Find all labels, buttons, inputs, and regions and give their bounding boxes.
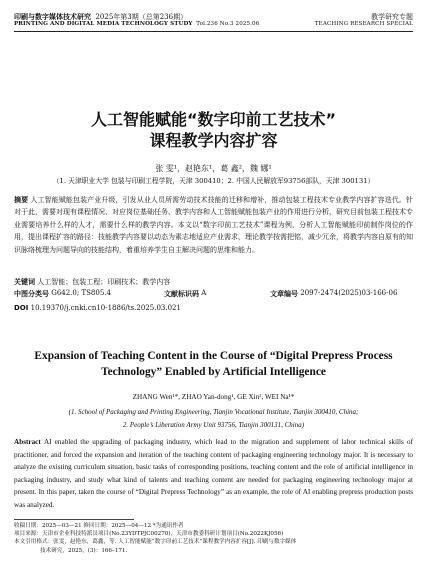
issue-cn: 2025年第3期（总第236期） (95, 13, 188, 21)
cn-keywords-text: 人工智能；包装工程；印刷技术；教学内容 (37, 278, 171, 286)
doc-code-value: A (201, 289, 207, 297)
footnote-dates: 收稿日期：2025—03—21 修回日期：2025—04—12 *为通讯作者 (14, 523, 184, 529)
clc-label: 中图分类号 (14, 290, 49, 298)
issue-en: Tol.236 No.3 2025.06 (196, 21, 260, 27)
cn-keywords-label: 关键词 (14, 278, 35, 286)
cn-title-line2: 课程教学内容扩容 (149, 131, 278, 150)
clc-value: G642.0; TS805.4 (51, 289, 111, 297)
en-abstract (14, 436, 413, 512)
cn-abstract-text: 人工智能赋能包装产业升级，引发从业人员所需劳动技术技能的迁移和增补，推动包装工程技术专业教学内容扩容迭代。针对于此，需要对现有课程情况、对应岗位基础任务、教学内容和人工智能赋能包装产业的作用进行分析，研究目前包装工程技术专业需要培养什么样的人才，需要什么样的教学内容。本文以“数字印前工艺技术”课程为例，分析人工智能赋能印前制作岗位的作用，提出课程扩容的路径：技能教学内容要以动态为素志地适应产业需求，理论教学按需把铭，减少冗余，将教学内容自原有的知识脉络梳理为问题导向的技能结构，着重培养学生自主解决问题的思维和能力。 (14, 196, 413, 254)
running-header (14, 12, 413, 36)
header-divider (14, 31, 413, 32)
en-affiliation-line2: 2. People’s Liberation Army Unit 93756, Tianjin 300131, China) (122, 421, 305, 429)
en-abstract-label: Abstract (14, 438, 41, 446)
doi-value: 10.19370/j.cnki.cn10-1886/ts.2025.03.021 (30, 304, 181, 312)
journal-name-cn: 印刷与数字媒体技术研究 (14, 12, 91, 21)
footnotes (14, 522, 413, 555)
cn-keywords (14, 276, 413, 288)
column-name-en: TEACHING RESEARCH SPECIAL (314, 21, 413, 27)
doi-label: DOI (14, 304, 29, 312)
footnote-project: 项目来源：天津市企业科技特派员项目(No.23YDTPJC00270)，天津市教委科研计划项目(No.2022KJ056) (14, 531, 284, 538)
clc-field (14, 289, 111, 299)
en-title-line2: Technology” Enabled by Artificial Intelligence (101, 366, 326, 378)
cn-affiliation: （1. 天津职业大学 包装与印刷工程学院，天津 300410；2. 中国人民解放军93756部队，天津 300131） (52, 177, 375, 185)
column-name-cn: 教学研究专题 (371, 13, 413, 21)
header-journal-en (14, 21, 259, 27)
cn-authors: 张 雯¹，赵艳东¹，葛 鑫²，魏 娜¹ (155, 164, 272, 173)
footnote-citation-line1: 本文引用格式：张雯，赵艳东，葛鑫，等. 人工智能赋能“数字印前工艺技术”课程教学内容扩容[J]. 印刷与数字媒体 (14, 539, 297, 546)
cn-classification-row (14, 289, 413, 301)
cn-doi (14, 302, 413, 314)
footnote-divider (14, 519, 134, 520)
en-title-line1: Expansion of Teaching Content in the Course of “Digital Prepress Process (34, 350, 393, 362)
en-abstract-text: AI enabled the upgrading of packaging industry, which lead to the migration and supplement of labor technical skills of practitioner, and forced the expansion and iteration of the teaching content of packaging engineering technology major. It is necessary to analyze the existing curriculum situation, basic tasks of corresponding positions, teaching content and the role of artificial intelligence in packaging industry, and study what kind of talents and teaching content are needed for packaging engineering technology major at present. In this paper, taken the course of “Digital Prepress Technology” as an example, the role of AI enabling prepress production posts was analyzed. (14, 438, 414, 509)
article-no-field (270, 289, 398, 299)
doc-code-label: 文献标识码 (164, 290, 199, 298)
cn-abstract-label: 摘要 (14, 196, 29, 204)
doc-code-field (164, 289, 207, 299)
cn-abstract (14, 194, 413, 256)
cn-title-line1: 人工智能赋能“数字印前工艺技术” (90, 110, 337, 129)
footnote-citation-line2: 技术研究，2025，(3)：166–171. (40, 547, 128, 554)
en-affiliation-line1: (1. School of Packaging and Printing Engineering, Tianjin Vocational Institute, Tianjin 300410, China; (68, 408, 359, 416)
article-no-value: 2097-2474(2025)03-166-06 (300, 289, 398, 297)
en-authors: ZHANG Wen¹*, ZHAO Yan-dong¹, GE Xin², WEI Na¹* (132, 393, 295, 401)
article-no-label: 文章编号 (270, 290, 298, 298)
journal-name-en: PRINTING AND DIGITAL MEDIA TECHNOLOGY STUDY (14, 21, 193, 27)
